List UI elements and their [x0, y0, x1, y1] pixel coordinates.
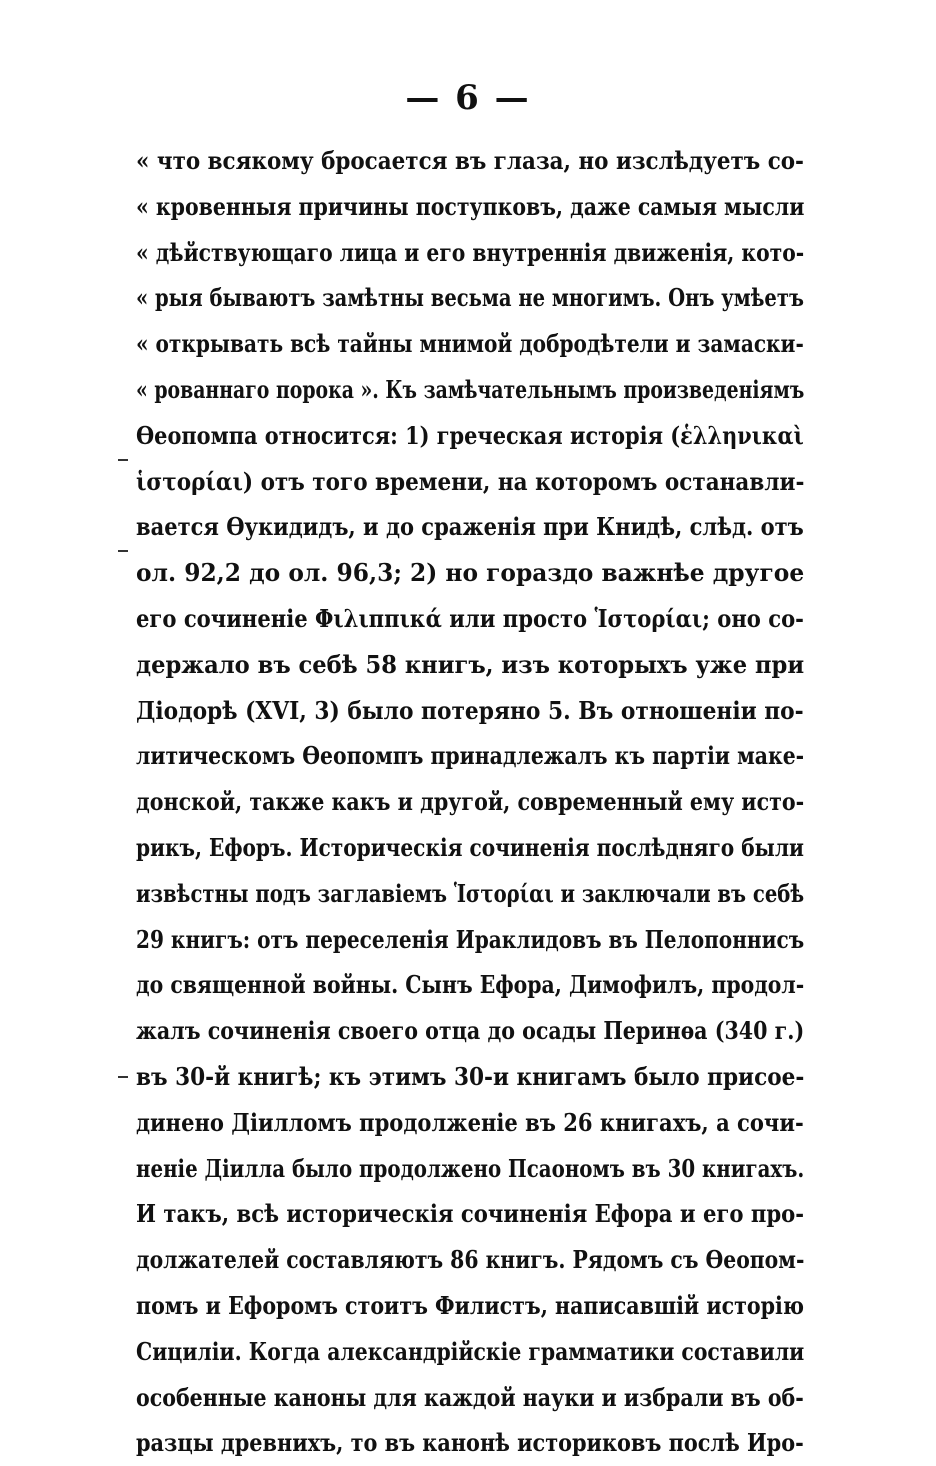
text-line: ол. 92,2 до ол. 96,3; 2) но гораздо важнѣе другое [136, 558, 805, 588]
text-line: извѣстны подъ заглавіемъ Ἱστορίαι и заключали въ себѣ [136, 878, 805, 908]
text-line: Сициліи. Когда александрійскіе грамматики составили [136, 1336, 805, 1366]
text-line: донской, также какъ и другой, современный ему исто- [136, 787, 805, 817]
text-line: Діодорѣ (XVI, 3) было потеряно 5. Въ отношеніи по- [136, 695, 804, 725]
text-line: вается Ѳукидидъ, и до сраженія при Книдѣ, слѣд. отъ [136, 512, 804, 542]
text-line: въ 30-й книгѣ; къ этимъ 30-и книгамъ было присое- [136, 1061, 805, 1091]
body-text [136, 138, 804, 1466]
text-line: 29 книгъ: отъ переселенія Ираклидовъ въ Пелопоннисъ [136, 924, 805, 954]
text-line: литическомъ Ѳеопомпъ принадлежалъ къ партіи маке- [136, 741, 805, 771]
text-line: « дѣйствующаго лица и его внутреннія движенія, кото- [136, 237, 805, 267]
margin-mark [118, 1076, 128, 1078]
text-line: должателей составляютъ 86 книгъ. Рядомъ съ Ѳеопом- [136, 1245, 805, 1275]
text-line: « рыя бываютъ замѣтны весьма не многимъ. Онъ умѣетъ [136, 283, 804, 313]
margin-mark [118, 459, 128, 461]
text-line: ἱστορίαι) отъ того времени, на которомъ останавли- [136, 466, 805, 496]
text-line: разцы древнихъ, то въ канонѣ историковъ послѣ Иро- [136, 1428, 804, 1458]
text-line: « рованнаго порока ». Къ замѣчательнымъ произведеніямъ [136, 374, 805, 404]
text-line: рикъ, Ефоръ. Историческія сочиненія послѣдняго были [136, 832, 804, 862]
text-line: неніе Діилла было продолжено Псаономъ въ 30 книгахъ. [136, 1153, 805, 1183]
text-line: И такъ, всѣ историческія сочиненія Ефора и его про- [136, 1199, 805, 1229]
text-line: Ѳеопомпа относится: 1) греческая исторія (ἑλληνικαὶ [136, 420, 804, 450]
text-line: до священной войны. Сынъ Ефора, Димофилъ, продол- [136, 970, 805, 1000]
text-line: помъ и Ефоромъ стоитъ Филистъ, написавшій исторію [136, 1290, 804, 1320]
text-line: « что всякому бросается въ глаза, но изслѣдуетъ со- [136, 146, 804, 175]
text-line: « кровенныя причины поступковъ, даже самыя мысли [136, 191, 805, 221]
text-line: его сочиненіе Φιλιππικά или просто Ἱστορίαι; оно со- [136, 603, 804, 633]
page-number: — 6 — [405, 78, 531, 118]
text-line: держало въ себѣ 58 книгъ, изъ которыхъ уже при [136, 649, 805, 679]
text-line: особенные каноны для каждой науки и избрали въ об- [136, 1382, 804, 1412]
text-line: жалъ сочиненія своего отца до осады Перинѳа (340 г.) [136, 1016, 805, 1046]
text-line: динено Діилломъ продолженіе въ 26 книгахъ, а сочи- [136, 1107, 804, 1137]
text-line: « открывать всѣ тайны мнимой добродѣтели и замаски- [136, 329, 804, 359]
margin-mark [118, 550, 128, 552]
